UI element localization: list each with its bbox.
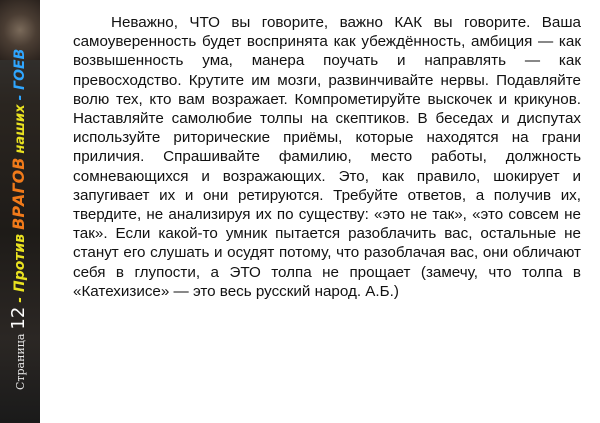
banner-title-part4: - ГОЕВ bbox=[12, 48, 28, 101]
banner-title-part2: ВРАГОВ bbox=[9, 157, 28, 230]
page-label: Страница bbox=[14, 333, 27, 390]
banner-title-part1: - Против bbox=[12, 233, 28, 303]
side-vertical-text bbox=[8, 49, 29, 390]
body-paragraph: Неважно, ЧТО вы говорите, важно КАК вы говорите. Ваша самоуверенность будет воспринята как убеждённость, амбиция — как возвышенность ума, манера поучать и направлять — как превосходство. Крутите им мозги, развинчивайте нервы. Подавляйте волю тех, кто вам возражает. Компрометируйте выскочек и крикунов. Наставляйте самолюбие толпы на скептиков. В беседах и диспутах используйте риторические приёмы, которые находятся на грани приличия. Спрашивайте фамилию, место работы, должность сомневающихся и возражающих. Это, как правило, шокирует и запугивает их и они ретируются. Требуйте ответов, а получив их, твердите, не анализируя их по существу: «это не так», «это совсем не так». Если какой-то умник пытается разоблачить вас, остальные не станут его слушать и осудят потому, что разоблачая вас, они обличают себя в глупости, а ЭТО толпа не прощает (замечу, что толпа в «Катехизисе» — это весь русский народ. А.Б.) bbox=[73, 14, 581, 300]
page-number: 12 bbox=[8, 306, 29, 330]
side-banner bbox=[0, 0, 40, 423]
banner-title-part3: наших bbox=[13, 104, 28, 154]
